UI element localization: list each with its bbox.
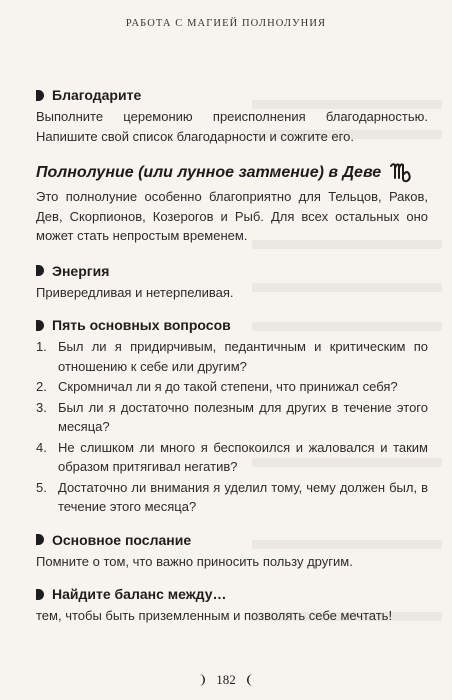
section-balance [36,585,428,626]
half-circle-marker-icon [36,90,44,101]
list-item [36,438,428,477]
list-item-text: Был ли я придирчивым, педантичным и критическим по отношению к себе или другим? [58,339,428,374]
section-fullmoon [36,160,428,246]
list-item-text: Был ли я достаточно полезным для других в течение этого месяца? [58,399,428,434]
section-text: Помните о том, что важно приносить пользу другим. [36,553,353,569]
section-text: Выполните церемонию преисполнения благодарностью. Напишите свой список благодарности и сожгите его. [36,109,428,144]
section-heading: Энергия [52,262,110,279]
list-item-number: 3. [36,399,47,415]
section-heading: Основное послание [52,531,192,548]
section-title: Полнолуние (или лунное затмение) в Деве [36,164,382,181]
list-item-number: 1. [36,339,47,354]
list-item [36,478,428,517]
list-item-text: Достаточно ли внимания я уделил тому, чему должен был, в течение этого месяца? [58,479,428,514]
running-header: РАБОТА С МАГИЕЙ ПОЛНОЛУНИЯ [125,18,327,29]
list-item-number: 2. [36,379,47,394]
section-thanks [36,86,428,146]
list-item [36,377,428,397]
page-content [36,86,428,640]
page-number: 182 [216,672,236,687]
list-item-number: 5. [36,479,47,495]
list-item-text: Не слишком ли много я беспокоился и жаловался и таким образом притягивал негатив? [58,439,428,474]
virgo-icon [389,160,415,184]
questions-list [36,337,428,517]
section-energy [36,262,428,303]
section-heading: Пять основных вопросов [52,317,231,333]
crescent-moon-icon [244,673,256,687]
list-item [36,398,428,437]
list-item [36,337,428,376]
page-footer [0,672,452,688]
section-text: тем, чтобы быть приземленным и позволять себе мечтать! [36,608,393,623]
section-questions [36,316,428,517]
half-circle-marker-icon [36,534,44,545]
half-circle-marker-icon [36,320,44,331]
half-circle-marker-icon [36,589,44,600]
list-item-number: 4. [36,439,47,455]
crescent-moon-icon [196,673,208,687]
section-heading: Благодарите [52,87,142,103]
section-text: Привередливая и нетерпеливая. [36,284,234,300]
half-circle-marker-icon [36,265,44,276]
list-item-text: Скромничал ли я до такой степени, что принижал себя? [58,379,398,394]
section-text: Это полнолуние особенно благоприятно для Тельцов, Раков, Дев, Скорпионов, Козерогов и Рыб. Для всех остальных оно может стать непростым временем. [36,189,428,243]
section-heading: Найдите баланс между… [52,586,227,602]
section-message [36,531,428,572]
